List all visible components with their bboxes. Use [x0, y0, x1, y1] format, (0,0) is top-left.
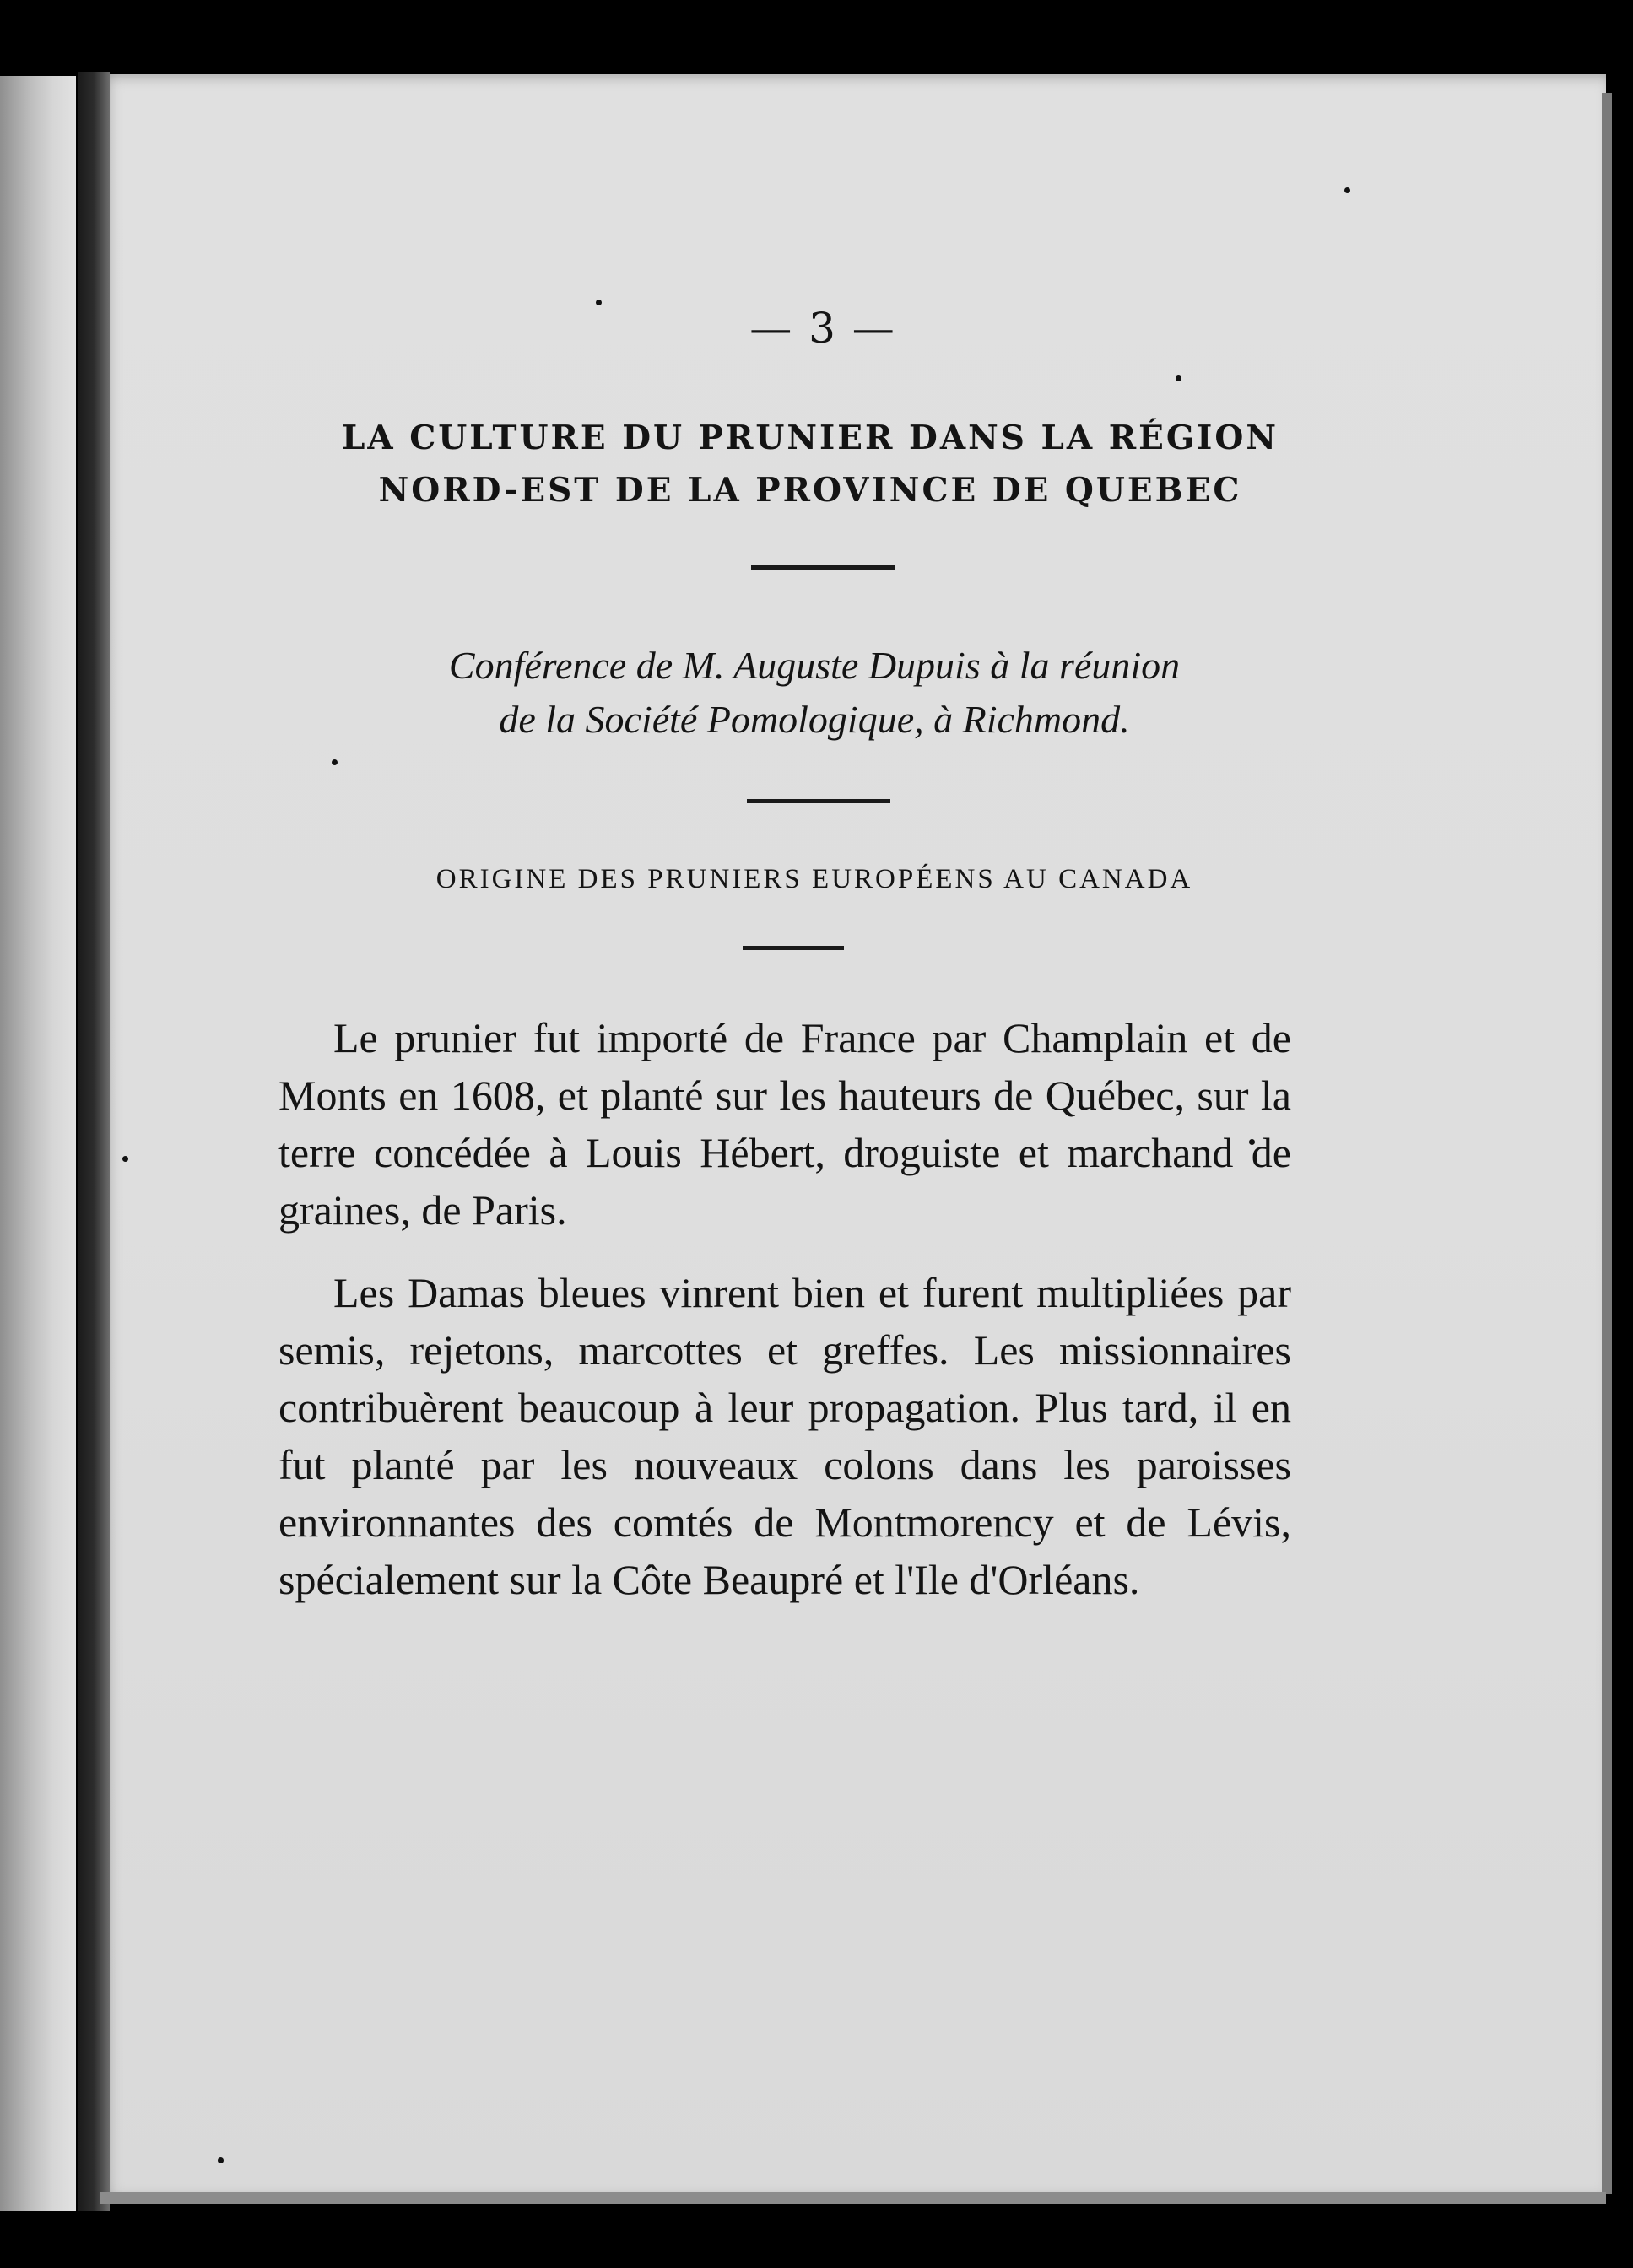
divider — [747, 799, 890, 803]
book-spine — [78, 72, 110, 2211]
divider — [751, 565, 895, 570]
bottom-page-edge — [100, 2192, 1606, 2204]
page-title: LA CULTURE DU PRUNIER DANS LA RÉGION NORD-EST DE LA PROVINCE DE QUEBEC — [341, 418, 1279, 510]
page-number: — 3 — — [749, 304, 896, 353]
section-heading: ORIGINE DES PRUNIERS EUROPÉENS AU CANADA — [435, 864, 1193, 894]
speck — [218, 2157, 224, 2163]
speck — [1344, 187, 1350, 193]
paragraph-2: Les Damas bleues vinrent bien et furent multipliées par semis, rejetons, marcottes et greffes. Les missionnaires contribuèrent beaucoup à leur propagation. Plus tard, il en fut planté par les nouveaux colons dans les paroisses environnantes des comtés de Montmorency et de Lévis, spécialement sur la Côte Beaupré et l'Ile d'Orléans. — [278, 1269, 1291, 1603]
page-content — [278, 304, 1291, 1634]
divider — [743, 946, 844, 950]
subtitle-line-1: Conférence de M. Auguste Dupuis à la réunion — [448, 644, 1181, 687]
subtitle-line-2: de la Société Pomologique, à Richmond. — [499, 698, 1130, 741]
paragraph-1: Le prunier fut importé de France par Champlain et de Monts en 1608, et planté sur les hauteurs de Québec, sur la terre concédée à Louis Hébert, droguiste et marchand de graines, de Paris. — [278, 1014, 1291, 1234]
speck — [122, 1156, 128, 1162]
right-page-edge — [1602, 93, 1612, 2194]
left-page-edge — [0, 76, 76, 2211]
